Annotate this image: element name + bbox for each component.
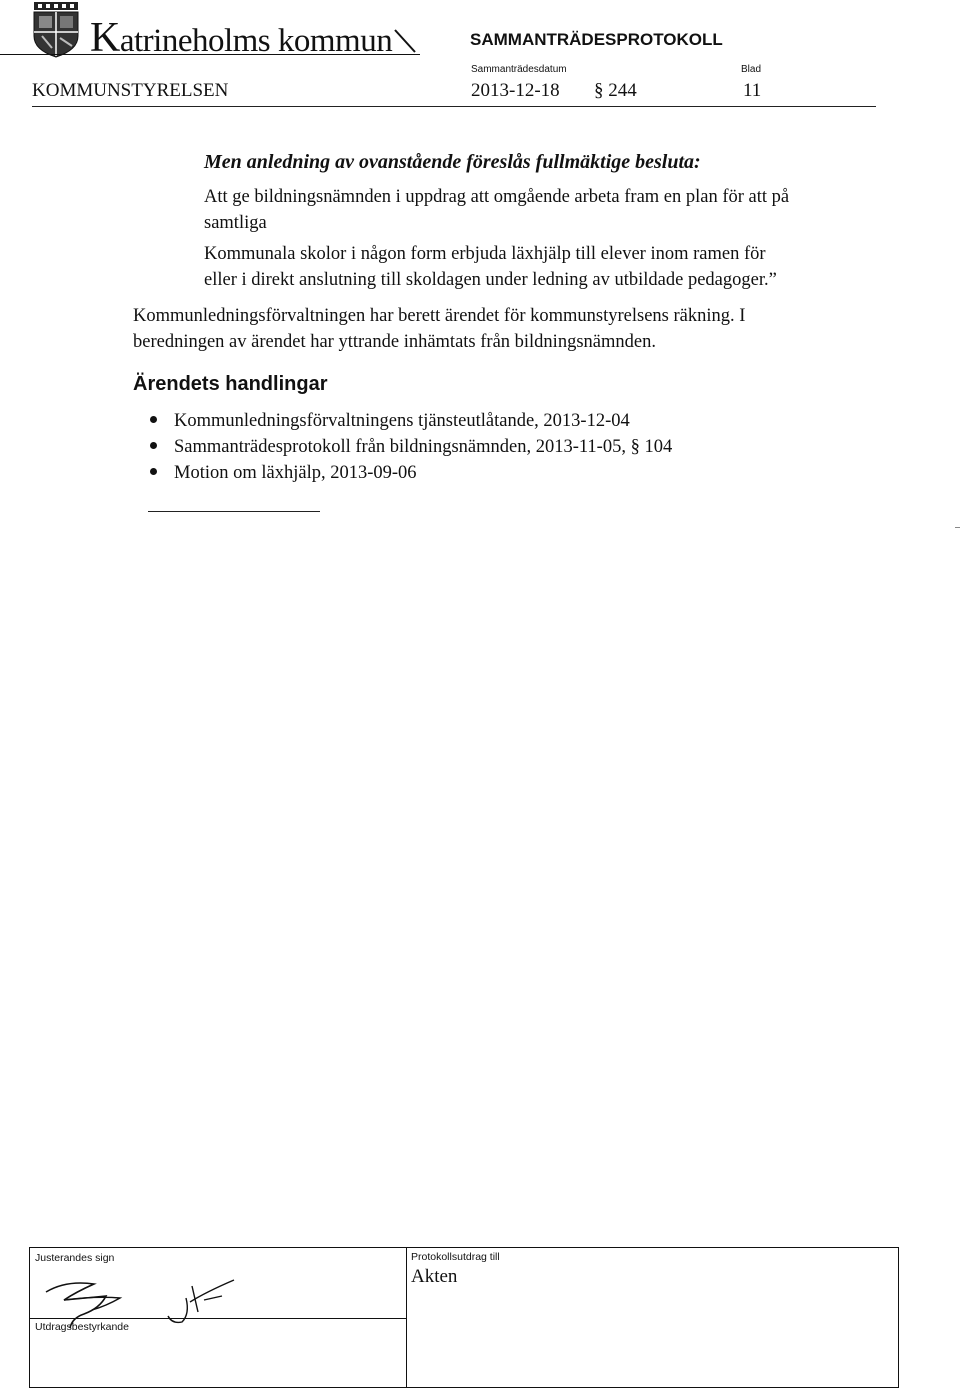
margin-mark bbox=[955, 527, 960, 528]
municipality-name-rest: atrineholms kommun bbox=[119, 23, 393, 59]
document-list-item bbox=[150, 463, 417, 484]
bullet-icon bbox=[150, 416, 157, 423]
section-number: § 244 bbox=[594, 80, 637, 101]
preparation-line: Kommunledningsförvaltningen har berett ärendet för kommunstyrelsens räkning. I bbox=[133, 306, 746, 326]
proposal-heading: Men anledning av ovanstående föreslås fullmäktige besluta: bbox=[204, 151, 701, 173]
protokoll-recipient-value: Akten bbox=[411, 1266, 458, 1287]
justerandes-sign-label: Justerandes sign bbox=[35, 1252, 115, 1264]
page-number: 11 bbox=[743, 80, 762, 101]
protokoll-recipient-label: Protokollsutdrag till bbox=[411, 1251, 500, 1263]
document-list-item bbox=[150, 411, 630, 432]
slash-mark-icon bbox=[393, 28, 417, 54]
document-type: SAMMANTRÄDESPROTOKOLL bbox=[470, 30, 723, 49]
meeting-date: 2013-12-18 bbox=[471, 80, 560, 101]
preparation-line: beredningen av ärendet har yttrande inhämtats från bildningsnämnden. bbox=[133, 332, 656, 352]
utdrag-label: Utdragsbestyrkande bbox=[35, 1321, 129, 1333]
proposal-line: Kommunala skolor i någon form erbjuda läxhjälp till elever inom ramen för bbox=[204, 244, 766, 264]
document-item-text: Sammanträdesprotokoll från bildningsnämnden, 2013-11-05, § 104 bbox=[174, 437, 673, 457]
header-divider bbox=[32, 106, 876, 107]
page-label: Blad bbox=[741, 64, 762, 75]
document-item-text: Motion om läxhjälp, 2013-09-06 bbox=[174, 463, 417, 483]
document-item-text: Kommunledningsförvaltningens tjänsteutlåtande, 2013-12-04 bbox=[174, 411, 630, 431]
document-list-item bbox=[150, 437, 672, 458]
proposal-line: eller i direkt anslutning till skoldagen under ledning av utbildade pedagoger.” bbox=[204, 270, 777, 290]
proposal-line: samtliga bbox=[204, 213, 267, 233]
date-label: Sammanträdesdatum bbox=[471, 64, 567, 75]
signature-box-divider bbox=[406, 1247, 407, 1388]
end-of-section-rule bbox=[148, 511, 320, 512]
municipality-initial: K bbox=[90, 15, 120, 61]
board-name: KOMMUNSTYRELSEN bbox=[32, 80, 229, 101]
documents-heading: Ärendets handlingar bbox=[133, 373, 328, 395]
signature-icon bbox=[36, 1262, 266, 1336]
bullet-icon bbox=[150, 468, 157, 475]
bullet-icon bbox=[150, 442, 157, 449]
header-rule bbox=[0, 54, 420, 55]
coat-of-arms-icon bbox=[30, 2, 82, 58]
proposal-line: Att ge bildningsnämnden i uppdrag att omgående arbeta fram en plan för att på bbox=[204, 187, 790, 207]
